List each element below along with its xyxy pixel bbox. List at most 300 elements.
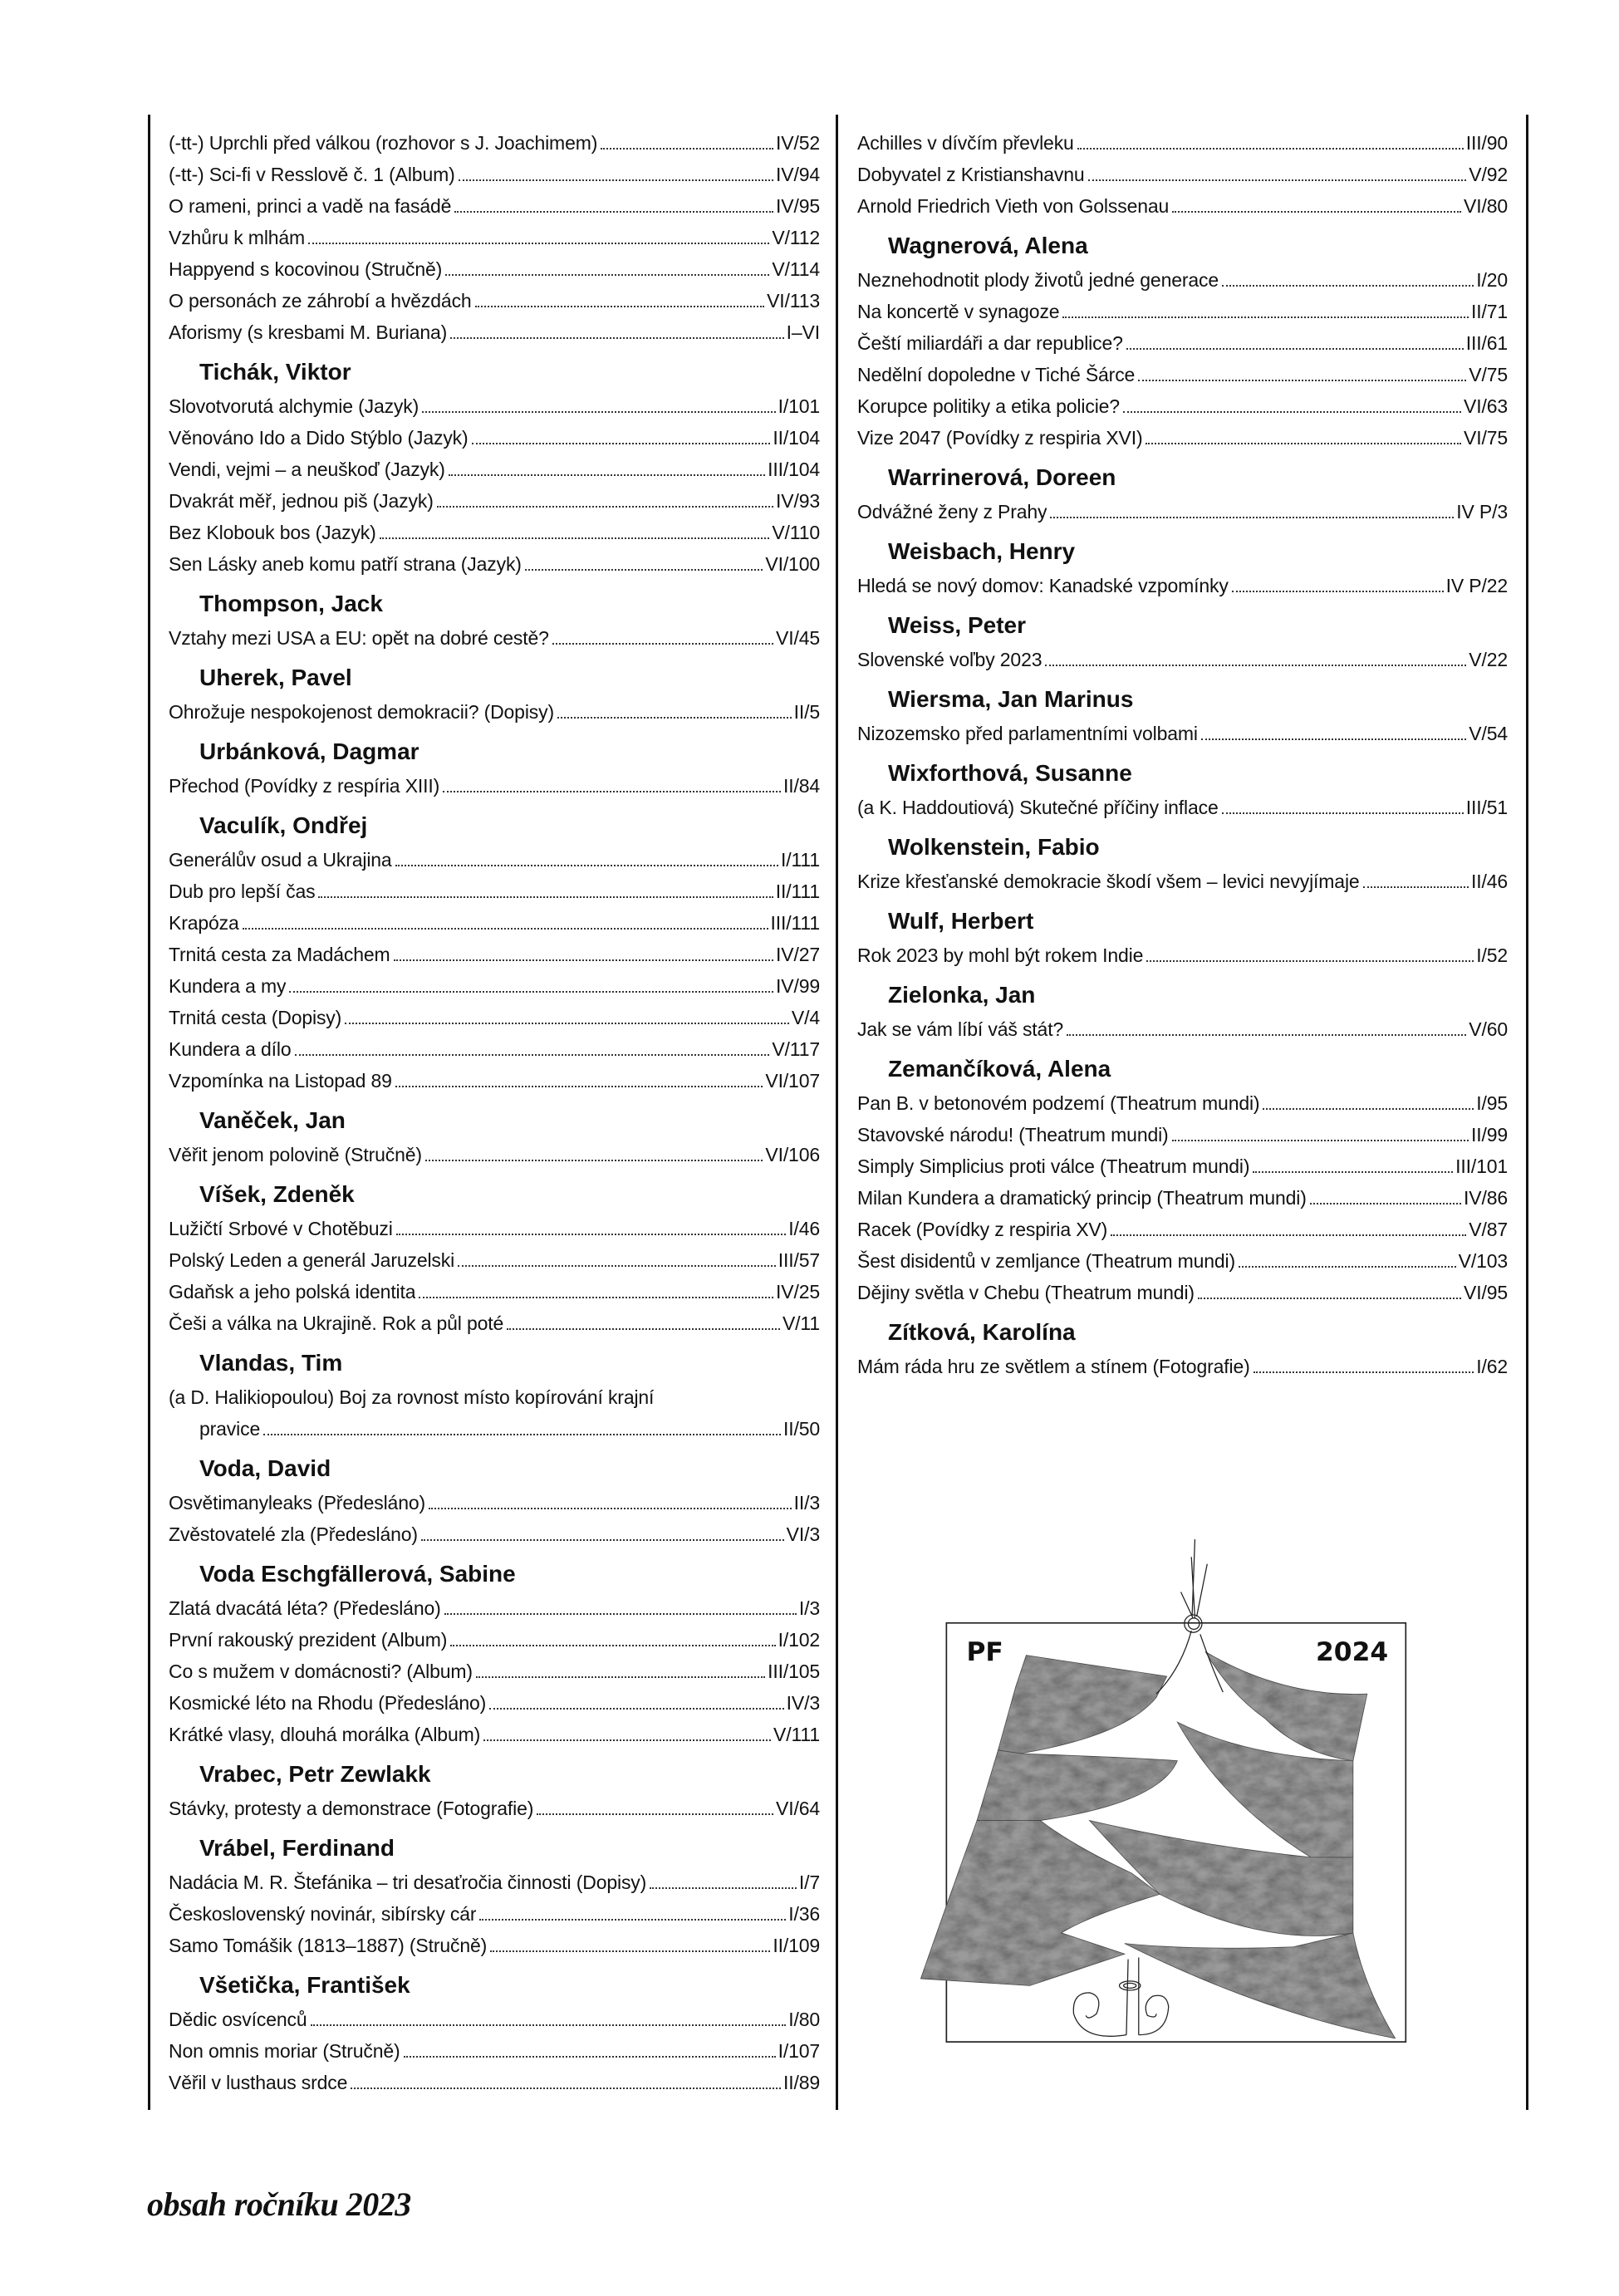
dot-leader [437,506,773,508]
entry-title: Bez Klobouk bos (Jazyk) [169,522,376,543]
entry-title: Nadácia M. R. Štefánika – tri desaťročia činnosti (Dopisy) [169,1872,647,1893]
entry-page: III/90 [1465,132,1508,154]
dot-leader [476,1676,765,1678]
dot-leader [444,1613,797,1615]
index-entry [169,907,820,939]
entry-page: I/20 [1476,269,1508,291]
entry-title: (a K. Haddoutiová) Skutečné příčiny inflace [857,797,1219,818]
entry-page: V/92 [1469,164,1508,185]
index-entry [857,190,1508,222]
entry-title: Krize křesťanské demokracie škodí všem – levici nevyjímaje [857,871,1360,892]
index-entry [169,253,820,285]
index-entry [169,1487,820,1518]
entry-page: I/111 [781,849,820,871]
dot-leader [311,2024,787,2026]
page-footer-title: obsah ročníku 2023 [147,2186,411,2223]
entry-title: Odvážné ženy z Prahy [857,501,1047,522]
dot-leader [429,1508,792,1509]
index-entry [857,1182,1508,1214]
dot-leader [396,1234,787,1235]
entry-title: Stavovské národu! (Theatrum mundi) [857,1124,1169,1146]
card-year-text: 2024 [1316,1637,1389,1668]
entry-title: O rameni, princi a vadě na fasádě [169,195,452,217]
index-entry [857,718,1508,749]
entry-title: O personách ze záhrobí a hvězdách [169,290,472,312]
dot-leader [1077,148,1464,150]
index-entry [169,1276,820,1307]
dot-leader [1222,285,1474,287]
index-entry [169,2004,820,2035]
dot-leader [552,643,773,645]
dot-leader [450,337,784,339]
entry-page: IV P/3 [1456,501,1508,522]
index-entry [169,222,820,253]
entry-title: Achilles v dívčím převleku [857,132,1074,154]
entry-title: (a D. Halikiopoulou) Boj za rovnost místo kopírování krajní [169,1386,655,1408]
dot-leader [1239,1266,1456,1268]
entry-page: II/3 [793,1492,820,1513]
entry-page: VI/64 [776,1798,820,1819]
entry-title: Slovotvorutá alchymie (Jazyk) [169,395,419,417]
dot-leader [308,243,769,244]
index-entry [169,1624,820,1656]
author-heading: Vlandas, Tim [199,1350,343,1376]
entry-title: Jak se vám líbí váš stát? [857,1018,1064,1040]
entry-page: VI/63 [1464,395,1508,417]
entry-page: III/104 [768,459,820,480]
entry-title: Dobyvatel z Kristianshavnu [857,164,1085,185]
entry-page: I/7 [798,1872,820,1893]
entry-title: Krapóza [169,912,239,934]
dot-leader [1088,179,1467,181]
index-entry [857,422,1508,454]
dot-leader [1232,591,1444,592]
entry-title: Přechod (Povídky z respíria XIII) [169,775,440,797]
index-entry [857,866,1508,897]
dot-leader [557,717,792,719]
entry-page: V/4 [791,1007,820,1028]
entry-title: Věřit jenom polovině (Stručně) [169,1144,422,1165]
entry-page: I/46 [788,1218,820,1239]
dot-leader [1172,211,1461,213]
dot-leader [601,148,773,150]
dot-leader [404,2056,776,2058]
entry-title: Stávky, protesty a demonstrace (Fotografie) [169,1798,534,1819]
entry-page: V/22 [1469,649,1508,670]
index-entry [169,1213,820,1244]
entry-title: Vendi, vejmi – a neuškoď (Jazyk) [169,459,445,480]
author-heading: Zítková, Karolína [888,1319,1076,1345]
index-entry [169,1244,820,1276]
entry-page: V/75 [1469,364,1508,385]
dot-leader [263,1434,781,1435]
entry-title: Osvětimanyleaks (Předesláno) [169,1492,425,1513]
entry-title: Simply Simplicius proti válce (Theatrum mundi) [857,1155,1250,1177]
dot-leader [1045,665,1466,666]
index-entry [857,1214,1508,1245]
dot-leader [472,443,771,444]
entry-title: Arnold Friedrich Vieth von Golssenau [857,195,1170,217]
entry-page: IV/52 [776,132,820,154]
index-entry [857,496,1508,527]
index-entry [857,264,1508,296]
index-entry [857,1119,1508,1150]
entry-title: Generálův osud a Ukrajina [169,849,392,871]
author-heading: Zemančíková, Alena [888,1056,1111,1082]
index-entry [169,1518,820,1550]
index-entry [169,1687,820,1719]
author-heading: Zielonka, Jan [888,982,1036,1008]
dot-leader [421,1539,784,1541]
index-entry [169,316,820,348]
entry-title: Dvakrát měř, jednou piš (Jazyk) [169,490,434,512]
entry-page: VI/95 [1464,1282,1508,1303]
entry-title: Co s mužem v domácnosti? (Album) [169,1661,473,1682]
entry-page: II/5 [793,701,820,723]
index-entry [169,454,820,485]
entry-title: Kundera a dílo [169,1038,292,1060]
foil-tree-icon [920,1651,1395,2038]
dot-leader [345,1023,789,1024]
entry-title: Československý novinár, sibírsky cár [169,1903,477,1925]
dot-leader [1067,1034,1466,1036]
entry-page: III/57 [778,1249,820,1271]
index-entry [857,1245,1508,1277]
index-entry [169,876,820,907]
monogram-icon [1073,1958,1168,2037]
index-entry [857,359,1508,390]
index-entry [169,390,820,422]
entry-page: V/112 [772,227,820,248]
entry-title: Milan Kundera a dramatický princip (Theatrum mundi) [857,1187,1307,1209]
entry-page: V/54 [1469,723,1508,744]
entry-title: První rakouský prezident (Album) [169,1629,448,1651]
entry-page: II/111 [775,881,820,902]
entry-title: Vzhůru k mlhám [169,227,306,248]
dot-leader [449,474,765,476]
author-heading: Wulf, Herbert [888,908,1034,934]
entry-page: IV/86 [1464,1187,1508,1209]
entry-page: II/109 [773,1935,820,1956]
dot-leader [454,211,773,213]
author-heading: Weisbach, Henry [888,538,1076,564]
dot-leader [395,1086,763,1087]
index-entry [169,1898,820,1930]
entry-page: V/117 [772,1038,820,1060]
author-heading: Vrabec, Petr Zewlakk [199,1761,431,1787]
entry-page: I/95 [1476,1092,1508,1114]
entry-title: Dějiny světla v Chebu (Theatrum mundi) [857,1282,1195,1303]
entry-page: V/103 [1458,1250,1508,1272]
entry-page: II/46 [1470,871,1508,892]
index-entry [169,517,820,548]
index-entry [169,1139,820,1170]
index-entry [857,1087,1508,1119]
entry-title: Nizozemsko před parlamentními volbami [857,723,1198,744]
index-entry [857,390,1508,422]
entry-page: V/114 [772,258,820,280]
entry-page: I/107 [778,2040,820,2062]
entry-page: IV/99 [776,975,820,997]
dot-leader [475,306,765,307]
dot-leader [394,959,773,961]
dot-leader [243,928,768,930]
entry-page: I/102 [778,1629,820,1651]
index-entry [169,2035,820,2067]
index-entry [169,770,820,802]
entry-title: Nedělní dopoledne v Tiché Šárce [857,364,1136,385]
entry-title: Krátké vlasy, dlouhá morálka (Album) [169,1724,481,1745]
index-entry [169,485,820,517]
entry-title: Hledá se nový domov: Kanadské vzpomínky [857,575,1229,596]
index-entry [169,1793,820,1824]
entry-page: I–VI [786,321,820,343]
index-entry [169,1930,820,1961]
index-entry [857,570,1508,601]
entry-title: Kundera a my [169,975,287,997]
index-entry [169,1002,820,1033]
entry-title: Zvěstovatelé zla (Předesláno) [169,1523,418,1545]
author-heading: Thompson, Jack [199,591,383,616]
entry-page: II/89 [783,2072,820,2093]
index-entry [857,296,1508,327]
entry-title: Trnitá cesta za Madáchem [169,944,390,965]
index-entry [169,1592,820,1624]
right-rule [1526,115,1528,2110]
author-heading: Urbánková, Dagmar [199,738,419,764]
index-entry [169,970,820,1002]
entry-page: IV/3 [786,1692,820,1714]
index-entry [169,285,820,316]
author-heading: Weiss, Peter [888,612,1027,638]
entry-page: III/111 [770,912,820,934]
entry-page: V/11 [782,1312,820,1334]
entry-page: IV P/22 [1445,575,1508,596]
index-entry [857,159,1508,190]
dot-leader [479,1919,786,1921]
entry-title: Trnitá cesta (Dopisy) [169,1007,342,1028]
index-entry [169,1381,820,1413]
entry-page: IV/93 [776,490,820,512]
dot-leader [1111,1234,1466,1236]
left-rule [148,115,150,2110]
author-heading: Vaculík, Ondřej [199,812,368,838]
dot-leader [458,1265,776,1267]
dot-leader [351,2087,781,2089]
entry-title-continued: pravice [199,1418,261,1440]
dot-leader [490,1950,770,1952]
dot-leader [1263,1108,1474,1110]
entry-title: Šest disidentů v zemljance (Theatrum mundi) [857,1250,1236,1272]
author-heading: Uherek, Pavel [199,665,352,690]
author-heading: Wiersma, Jan Marinus [888,686,1134,712]
entry-page: VI/113 [767,290,820,312]
dot-leader [395,865,778,866]
entry-title: Happyend s kocovinou (Stručně) [169,258,443,280]
dot-leader [295,1054,770,1056]
entry-title: Rok 2023 by mohl být rokem Indie [857,944,1144,966]
entry-title: Věnováno Ido a Dido Stýblo (Jazyk) [169,427,469,449]
entry-page: I/52 [1476,944,1508,966]
dot-leader [1201,738,1466,740]
entry-page: V/111 [773,1724,820,1745]
dot-leader [1363,886,1469,888]
author-heading: Wagnerová, Alena [888,233,1088,258]
dot-leader [443,791,781,792]
index-entry [169,1867,820,1898]
entry-page: III/61 [1465,332,1508,354]
entry-page: VI/3 [786,1523,820,1545]
entry-title: Ohrožuje nespokojenost demokracii? (Dopisy) [169,701,554,723]
dot-leader [483,1739,771,1741]
entry-title: Vztahy mezi USA a EU: opět na dobré cestě? [169,627,549,649]
dot-leader [1222,812,1464,814]
index-entry [857,939,1508,971]
dot-leader [1253,1171,1453,1173]
entry-page: VI/80 [1464,195,1508,217]
entry-page: IV/94 [776,164,820,185]
index-entry [169,2067,820,2098]
index-entry [169,190,820,222]
entry-title: Non omnis moriar (Stručně) [169,2040,400,2062]
entry-title: Dub pro lepší čas [169,881,316,902]
dot-leader [507,1328,780,1330]
entry-page: IV/25 [776,1281,820,1303]
entry-page: VI/106 [765,1144,820,1165]
entry-page: II/50 [783,1418,820,1440]
dot-leader [1138,380,1466,381]
entry-title: Mám ráda hru ze světlem a stínem (Fotografie) [857,1356,1250,1377]
entry-page: III/51 [1465,797,1508,818]
dot-leader [1123,411,1461,413]
index-entry [169,1065,820,1096]
index-entry [857,1277,1508,1308]
entry-title: Neznehodnotit plody životů jedné generace [857,269,1219,291]
entry-page: I/3 [798,1597,820,1619]
index-entry [857,127,1508,159]
entry-page: I/101 [778,395,820,417]
entry-page: I/36 [788,1903,820,1925]
author-heading: Voda, David [199,1455,331,1481]
dot-leader [289,991,773,993]
author-heading: Víšek, Zdeněk [199,1181,355,1207]
dot-leader [1146,960,1474,962]
hanging-string-icon [1156,1539,1223,1694]
index-entry [857,1150,1508,1182]
entry-title: Kosmické léto na Rhodu (Předesláno) [169,1692,487,1714]
author-heading: Wolkenstein, Fabio [888,834,1100,860]
author-heading: Warrinerová, Doreen [888,464,1116,490]
dot-leader [1198,1298,1461,1299]
entry-title: Čeští miliardáři a dar republice? [857,332,1123,354]
index-entry [857,1351,1508,1382]
entry-title: Zlatá dvacátá léta? (Předesláno) [169,1597,441,1619]
index-entry [169,1719,820,1750]
dot-leader [459,179,773,181]
index-entry [857,327,1508,359]
author-heading: Vaněček, Jan [199,1107,346,1133]
index-entry [169,696,820,728]
author-heading: Vrábel, Ferdinand [199,1835,395,1861]
index-entry [857,644,1508,675]
entry-page: VI/45 [776,627,820,649]
entry-title: Věřil v lusthaus srdce [169,2072,348,2093]
entry-title: Češi a válka na Ukrajině. Rok a půl poté [169,1312,504,1334]
index-entry [169,939,820,970]
entry-title: Samo Tomášik (1813–1887) (Stručně) [169,1935,488,1956]
index-entry [169,622,820,654]
entry-title: Vize 2047 (Povídky z respiria XVI) [857,427,1143,449]
index-entry [169,548,820,580]
index-entry [857,1013,1508,1045]
entry-title: Aforismy (s kresbami M. Buriana) [169,321,448,343]
index-entry [169,844,820,876]
entry-page: I/62 [1476,1356,1508,1377]
dot-leader [525,569,763,571]
dot-leader [537,1813,773,1815]
dot-leader [445,274,769,276]
entry-title: Sen Lásky aneb komu patří strana (Jazyk) [169,553,522,575]
index-entry [169,422,820,454]
entry-page: IV/95 [776,195,820,217]
index-entry [169,1307,820,1339]
entry-title: (-tt-) Sci-fi v Resslově č. 1 (Album) [169,164,455,185]
entry-page: III/101 [1455,1155,1508,1177]
entry-page: VI/75 [1464,427,1508,449]
entry-page: V/87 [1469,1219,1508,1240]
dot-leader [489,1708,784,1710]
dot-leader [650,1887,797,1889]
index-entry [169,1656,820,1687]
dot-leader [422,411,775,413]
dot-leader [1062,316,1469,318]
author-heading: Tichák, Viktor [199,359,351,385]
index-entry [169,127,820,159]
entry-title: Pan B. v betonovém podzemí (Theatrum mundi) [857,1092,1260,1114]
dot-leader [1126,348,1464,350]
center-rule [836,115,838,2110]
entry-title: Lužičtí Srbové v Chotěbuzi [169,1218,393,1239]
entry-page: IV/27 [776,944,820,965]
index-entry [169,159,820,190]
entry-page: V/110 [772,522,820,543]
entry-page: III/105 [768,1661,820,1682]
entry-page: VI/100 [765,553,820,575]
author-heading: Všetička, František [199,1972,410,1998]
entry-page: VI/107 [765,1070,820,1092]
card-pf-text: PF [966,1637,1003,1668]
entry-title: (-tt-) Uprchli před válkou (rozhovor s J. Joachimem) [169,132,598,154]
dot-leader [1050,517,1454,518]
dot-leader [1146,443,1461,444]
pf-2024-illustration [914,1528,1462,2127]
entry-title: Korupce politiky a etika policie? [857,395,1120,417]
author-heading: Voda Eschgfällerová, Sabine [199,1561,516,1587]
author-heading: Wixforthová, Susanne [888,760,1132,786]
dot-leader [419,1297,773,1298]
dot-leader [380,537,770,539]
entry-title: Racek (Povídky z respiria XV) [857,1219,1108,1240]
entry-title: Polský Leden a generál Jaruzelski [169,1249,455,1271]
index-entry-continuation [169,1413,820,1445]
dot-leader [450,1645,775,1646]
entry-page: I/80 [788,2009,820,2030]
entry-title: Dědic osvícenců [169,2009,307,2030]
index-column-right [857,127,1508,1382]
entry-title: Slovenské voľby 2023 [857,649,1043,670]
index-column-left [169,127,820,2098]
index-entry [857,792,1508,823]
